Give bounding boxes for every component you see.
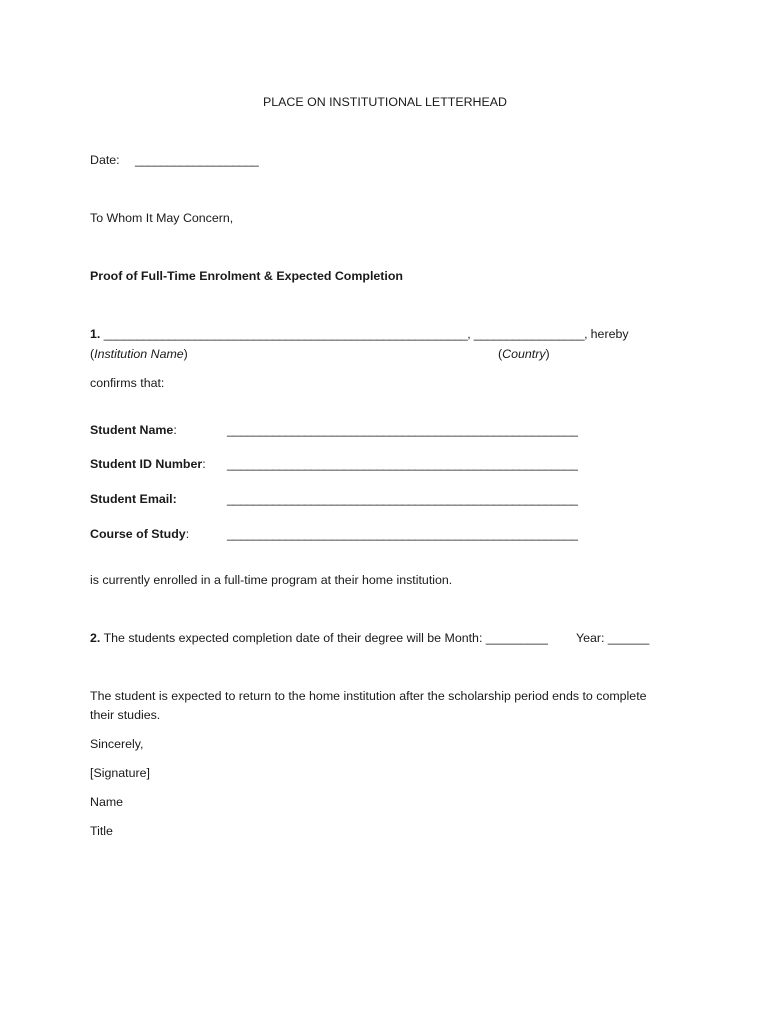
institution-caption-open: (: [90, 347, 95, 361]
letterhead-placeholder: PLACE ON INSTITUTIONAL LETTERHEAD: [263, 95, 507, 109]
course-of-study-label-text: Course of Study: [90, 527, 186, 541]
date-label: Date:: [90, 153, 120, 167]
item1-number: 1.: [90, 327, 101, 341]
student-email-field[interactable]: ______________________________________________________: [227, 492, 578, 506]
course-of-study-field[interactable]: ______________________________________________________: [227, 527, 578, 541]
item2-number: 2.: [90, 631, 101, 645]
student-id-field[interactable]: ______________________________________________________: [227, 457, 578, 471]
course-of-study-label: [90, 526, 189, 542]
student-name-label: [90, 422, 177, 438]
confirms-text: confirms that:: [90, 376, 165, 390]
closing: Sincerely,: [90, 737, 144, 751]
signature-placeholder: [Signature]: [90, 766, 150, 780]
institution-name-field[interactable]: ________________________________________________________,: [103, 327, 471, 341]
student-id-label-colon: :: [202, 457, 206, 471]
completion-month-text[interactable]: The students expected completion date of their degree will be Month: _________: [103, 631, 548, 645]
course-of-study-label-colon: :: [185, 527, 190, 541]
country-caption-text: Country: [502, 347, 546, 361]
enrolled-statement: is currently enrolled in a full-time program at their home institution.: [90, 573, 453, 587]
student-id-label-text: Student ID Number: [90, 457, 203, 471]
document-heading: Proof of Full-Time Enrolment & Expected Completion: [90, 269, 403, 283]
return-statement-line1: The student is expected to return to the home institution after the scholarship period ends to complete: [90, 689, 647, 703]
date-field[interactable]: ___________________: [135, 153, 259, 167]
item2-line: [90, 630, 548, 646]
item1-line: [90, 326, 629, 342]
student-email-label-text: Student Email:: [90, 492, 177, 506]
country-caption-close: ): [545, 347, 550, 361]
signer-name: Name: [90, 795, 124, 809]
student-name-label-colon: :: [173, 423, 177, 437]
institution-caption-close: ): [183, 347, 188, 361]
completion-year-field[interactable]: Year: ______: [576, 631, 650, 645]
student-name-field[interactable]: ______________________________________________________: [227, 423, 578, 437]
institution-caption: [90, 346, 188, 362]
salutation: To Whom It May Concern,: [90, 211, 234, 225]
student-id-label: [90, 456, 206, 472]
student-name-label-text: Student Name: [90, 423, 174, 437]
institution-caption-text: Institution Name: [94, 347, 184, 361]
return-statement-line2: their studies.: [90, 708, 161, 722]
hereby-text: hereby: [590, 327, 629, 341]
signer-title: Title: [90, 824, 113, 838]
country-caption-open: (: [498, 347, 503, 361]
country-field[interactable]: _________________,: [473, 327, 588, 341]
country-caption: [498, 346, 550, 362]
student-email-label: [90, 491, 177, 507]
